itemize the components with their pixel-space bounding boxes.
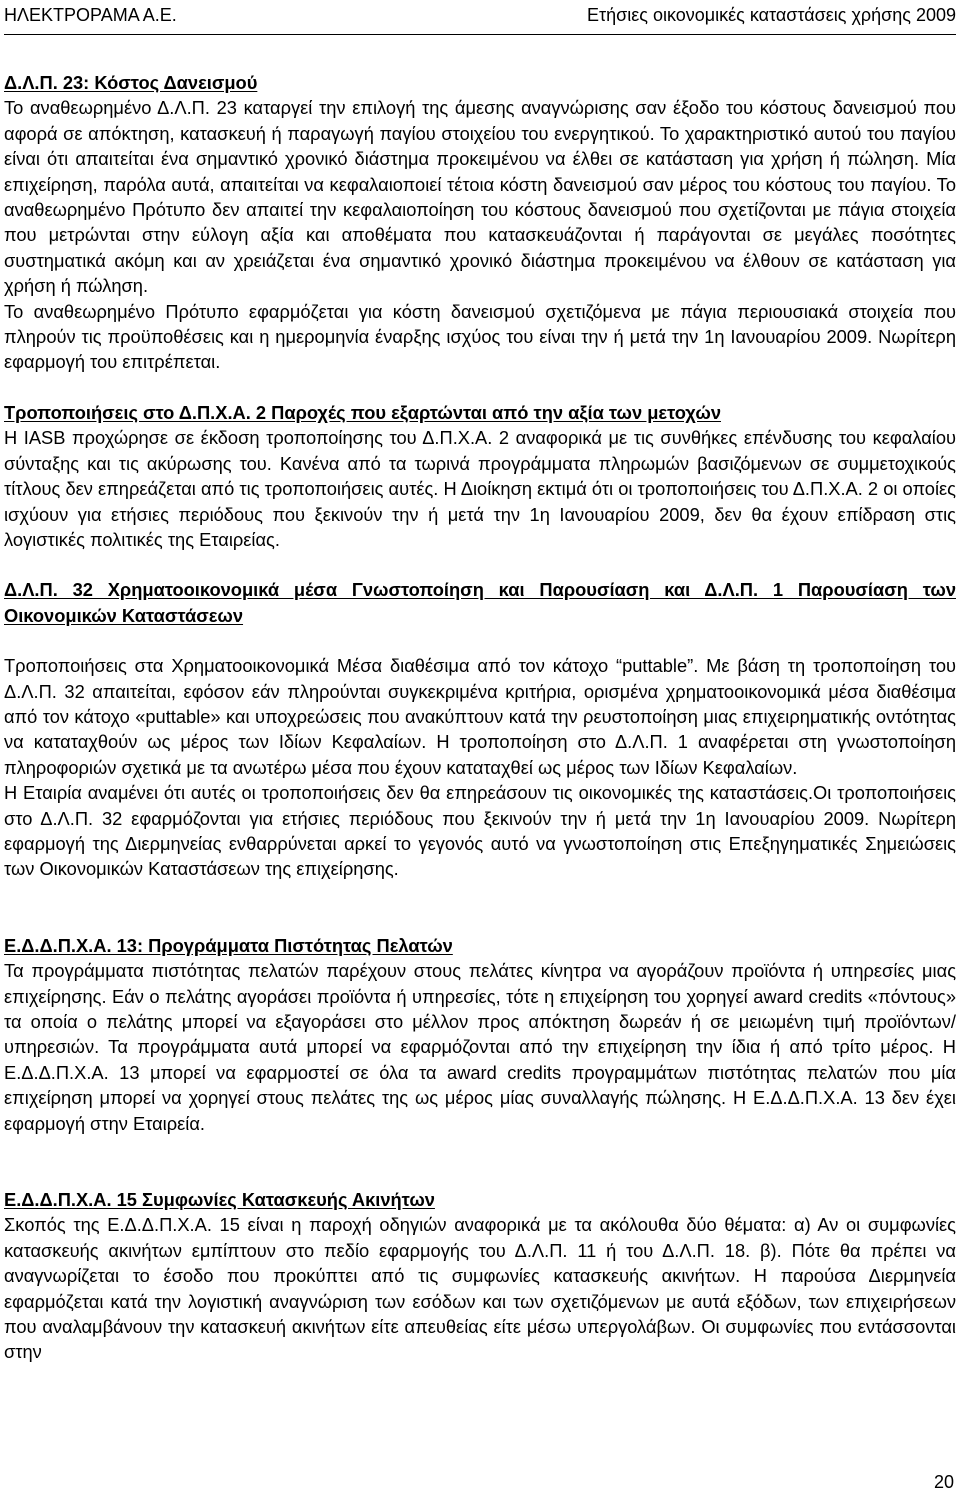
section-title: Δ.Λ.Π. 23: Κόστος Δανεισμού — [4, 72, 258, 93]
spacer — [4, 882, 956, 933]
section-ias-23 — [4, 70, 956, 375]
section-ifrs-2 — [4, 400, 956, 552]
section-ifric-13 — [4, 933, 956, 1136]
section-title: Ε.Δ.Δ.Π.Χ.Α. 15 Συμφωνίες Κατασκευής Ακινήτων — [4, 1189, 435, 1211]
section-ifric-15 — [4, 1187, 956, 1365]
paragraph: Η IASB προχώρησε σε έκδοση τροποποίησης του Δ.Π.Χ.Α. 2 αναφορικά με τις συνθήκες επένδυσης του κεφαλαίου σύνταξης και τις ακύρωσης του. Κανένα από τα τωρινά προγράμματα πληρωμών βασιζόμενων σε συμμετοχικούς τίτλους δεν επηρεάζεται από τις τροποποιήσεις αυτές. Η Διοίκηση εκτιμά ότι οι τροποποιήσεις του Δ.Π.Χ.Α. 2 οι οποίες ισχύουν για ετήσιες περιόδους που ξεκινούν την ή μετά την 1η Ιανουαρίου 2009, δεν θα έχουν επίδραση στις λογιστικές πολιτικές της Εταιρείας. — [4, 427, 956, 550]
document-body — [4, 70, 956, 1365]
section-ias-32 — [4, 577, 956, 881]
section-title: Ε.Δ.Δ.Π.Χ.Α. 13: Προγράμματα Πιστότητας Πελατών — [4, 934, 453, 956]
paragraph: Το αναθεωρημένο Πρότυπο εφαρμόζεται για κόστη δανεισμού σχετιζόμενα με πάγια περιουσιακά στοιχεία που πληρούν τις προϋποθέσεις και η ημερομηνία έναρξης ισχύος του είναι την ή μετά την 1η Ιανουαρίου 2009. Νωρίτερη εφαρμογή του επιτρέπεται. — [4, 300, 956, 373]
section-title: Δ.Λ.Π. 32 Χρηματοοικονομικά μέσα Γνωστοποίηση και Παρουσίαση και Δ.Λ.Π. 1 Παρουσίαση των Οικονομικών Καταστάσεων — [4, 579, 956, 626]
paragraph: Η Εταιρία αναμένει ότι αυτές οι τροποποιήσεις δεν θα επηρεάσουν τις οικονομικές της καταστάσεις.Οι τροποποιήσεις στο Δ.Λ.Π. 32 εφαρμόζονται για ετήσιες περιόδους που ξεκινούν την ή μετά την 1η Ιανουαρίου 2009. Νωρίτερη εφαρμογή της Διερμηνείας ενθαρρύνεται αρκεί το γεγονός αυτό να γνωστοποίηση στις Επεξηγηματικές Σημειώσεις των Οικονομικών Καταστάσεων της επιχείρησης. — [4, 782, 956, 880]
spacer — [4, 552, 956, 577]
report-title: Ετήσιες οικονομικές καταστάσεις χρήσης 2009 — [587, 5, 956, 25]
spacer — [4, 1136, 956, 1187]
section-title: Τροποποιήσεις στο Δ.Π.Χ.Α. 2 Παροχές που εξαρτώνται από την αξία των μετοχών — [4, 401, 721, 423]
paragraph: Το αναθεωρημένο Δ.Λ.Π. 23 καταργεί την επιλογή της άμεσης αναγνώρισης σαν έξοδο του κόστους δανεισμού που αφορά σε απόκτηση, κατασκευή ή παραγωγή παγίου στοιχείου του ενεργητικού. Το χαρακτηριστικό αυτού του παγίου είναι ότι απαιτείται ένα σημαντικό χρονικό διάστημα προκειμένου να έλθει σε κατάσταση για χρήση ή πώληση. Μία επιχείρηση, παρόλα αυτά, απαιτείται να κεφαλαιοποιεί τέτοια κόστη δανεισμού σαν μέρος του κόστους του παγίου. Το αναθεωρημένο Πρότυπο δεν απαιτεί την κεφαλαιοποίηση του κόστους δανεισμού που σχετίζονται με πάγια στοιχεία που μετρώνται στην εύλογη αξία και αποθέματα που κατασκευάζονται ή παράγονται σε μεγάλες ποσότητες συστηματικά ακόμη και αν χρειάζεται ένα σημαντικό χρονικό διάστημα προκειμένου να έλθουν σε κατάσταση για χρήση ή πώληση. — [4, 97, 956, 297]
company-name: ΗΛΕΚΤΡΟΡΑΜΑ Α.Ε. — [4, 5, 177, 25]
page-number: 20 — [933, 1472, 954, 1492]
paragraph: Σκοπός της Ε.Δ.Δ.Π.Χ.Α. 15 είναι η παροχή οδηγιών αναφορικά με τα ακόλουθα δύο θέματα: α) Αν οι συμφωνίες κατασκευής ακινήτων εμπίπτουν στο πεδίο εφαρμογής του Δ.Λ.Π. 11 ή του Δ.Λ.Π. 18. β). Πότε θα πρέπει να αναγνωρίζεται το έσοδο που προκύπτει από τις συμφωνίες κατασκευής ακινήτων. Η παρούσα Διερμηνεία εφαρμόζεται κατά την λογιστική αναγνώριση των εσόδων και των σχετιζόμενων με αυτά εξόδων, των επιχειρήσεων που αναλαμβάνουν την κατασκευή ακινήτων είτε απευθείας είτε μέσω υπεργολάβων. Οι συμφωνίες που εντάσσονται στην — [4, 1214, 956, 1363]
page-header — [4, 0, 956, 35]
spacer — [4, 375, 956, 400]
paragraph: Τροποποιήσεις στα Χρηματοοικονομικά Μέσα διαθέσιμα από τον κάτοχο “puttable”. Με βάση τη τροποποίηση του Δ.Λ.Π. 32 απαιτείται, εφόσον εάν πληρούνται συγκεκριμένα κριτήρια, ορισμένα χρηματοοικονομικά μέσα διαθέσιμα από τον κάτοχο «puttable» και υποχρεώσεις που ανακύπτουν κατά την ρευστοποίηση μιας επιχειρηματικής οντότητας να καταταχθούν ως μέρος των Ιδίων Κεφαλαίων. Η τροποποίηση στο Δ.Λ.Π. 1 αναφέρεται στη γνωστοποίηση πληροφοριών σχετικά με τα ανωτέρω μέσα που έχουν καταταχθεί ως μέρος των Ιδίων Κεφαλαίων. — [4, 655, 956, 778]
paragraph: Τα προγράμματα πιστότητας πελατών παρέχουν στους πελάτες κίνητρα να αγοράζουν προϊόντα ή υπηρεσίες μιας επιχείρησης. Εάν ο πελάτης αγοράσει προϊόντα ή υπηρεσίες, τότε η επιχείρηση του χορηγεί award credits «πόντους» τα οποία ο πελάτης μπορεί να εξαγοράσει στο μέλλον προς απόκτηση δωρεάν ή σε μειωμένη τιμή προϊόντων/υπηρεσιών. Τα προγράμματα αυτά μπορεί να εφαρμόζονται από την επιχείρηση την ίδια ή από τρίτο μέρος. Η Ε.Δ.Δ.Π.Χ.Α. 13 μπορεί να εφαρμοστεί σε όλα τα award credits προγραμμάτων πιστότητας πελατών που μία επιχείρηση μπορεί να χορηγεί στους πελάτες της ως μέρος μίας συναλλαγής πώλησης. Η Ε.Δ.Δ.Π.Χ.Α. 13 δεν έχει εφαρμογή στην Εταιρεία. — [4, 960, 956, 1134]
spacer — [4, 628, 956, 653]
